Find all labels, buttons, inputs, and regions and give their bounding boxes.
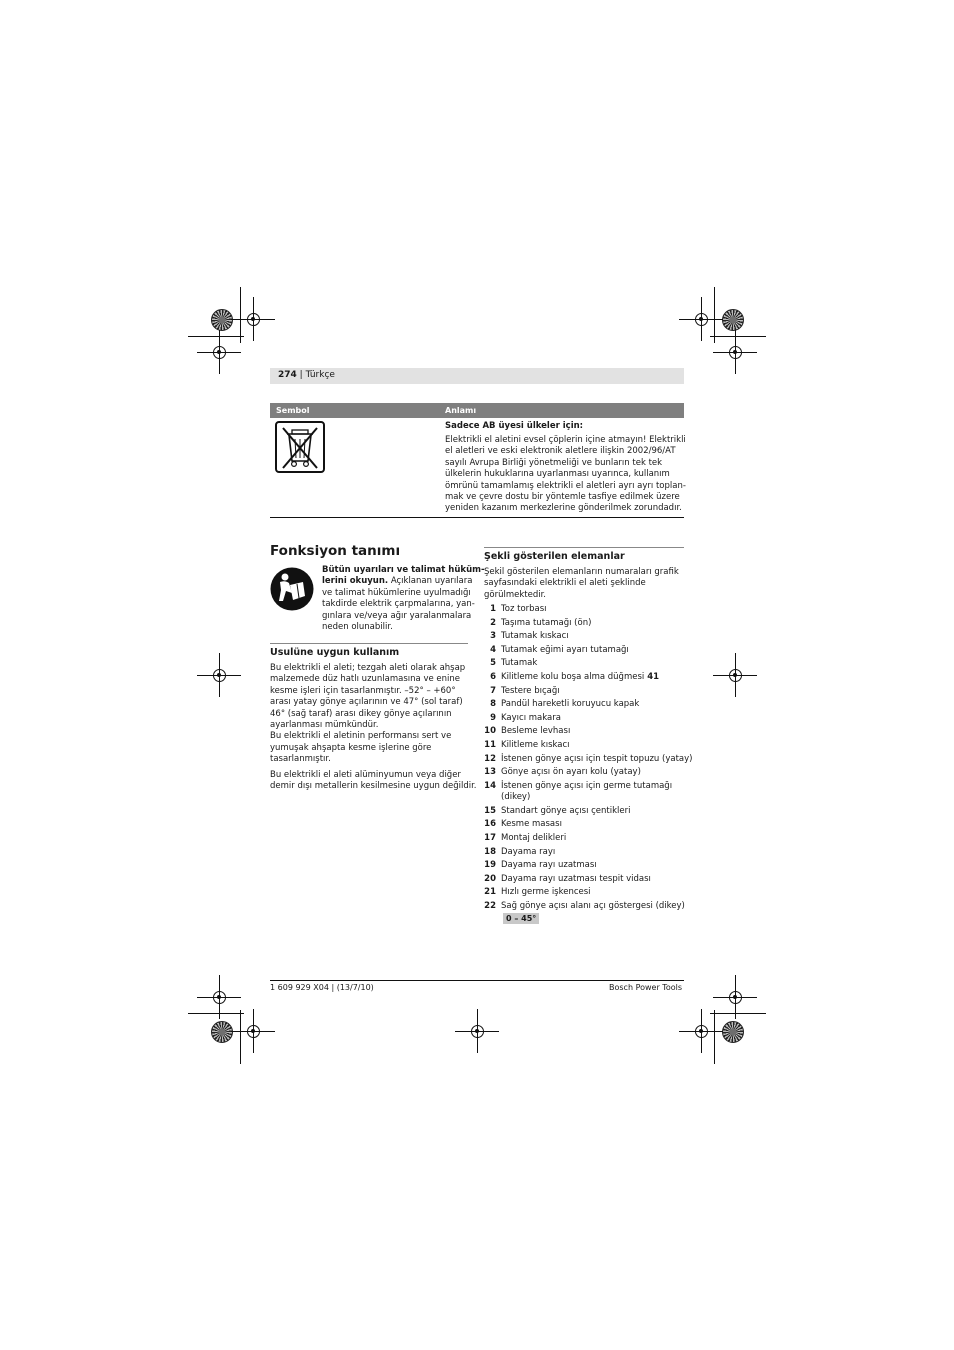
item-number: 13 xyxy=(484,767,496,778)
color-rosette-icon xyxy=(722,309,744,331)
item-number: 3 xyxy=(490,631,496,642)
item-number: 14 xyxy=(484,780,496,791)
footer-rule xyxy=(270,980,684,981)
column-header-symbol: Sembol xyxy=(276,406,310,415)
item-label: Toz torbası xyxy=(501,604,547,614)
list-item xyxy=(484,806,694,820)
intended-use-heading: Usulüne uygun kullanım xyxy=(270,647,400,658)
item-label: Sağ gönye açısı alanı açı göstergesi (dikey) xyxy=(501,900,685,911)
crossed-bin-icon xyxy=(275,421,325,473)
crop-line xyxy=(240,1010,241,1064)
footer-doc-number: 1 609 929 X04 | (13/7/10) xyxy=(270,983,374,992)
item-label: Kilitleme kolu boşa alma düğmesi 41 xyxy=(501,671,660,682)
footer-brand: Bosch Power Tools xyxy=(609,983,682,992)
list-item xyxy=(484,847,694,861)
item-label: Standart gönye açısı çentikleri xyxy=(501,805,631,816)
item-number: 5 xyxy=(490,658,496,669)
list-item xyxy=(484,604,694,618)
item-number: 20 xyxy=(484,873,496,884)
page-language: Türkçe xyxy=(305,370,335,380)
list-item xyxy=(484,754,694,768)
intended-use-text: Bu elektrikli el aleti; tezgah aleti olarak ahşap malzemede düz hatlı uzunlamasına ve enine kesme işleri için tasarlanmıştır. –52° – +60° arası yatay gönye açılarının ve 47° (sol taraf) 46° (sağ taraf) arası dikey gönye açılarının ayarlanması mümkündür. Bu elektrikli el aletinin performansı sert ve yumuşak ahşapta kesme işlerine göre tasarlanmıştır. Bu elektrikli el aleti alüminyumun veya diğer demir dışı metallerin kesilmesine uygun değildir. xyxy=(270,663,477,792)
section-rule xyxy=(484,547,684,548)
table-bottom-rule xyxy=(270,517,684,518)
item-number: 10 xyxy=(484,726,496,737)
list-item xyxy=(484,672,694,686)
item-number: 2 xyxy=(490,617,496,628)
color-rosette-icon xyxy=(722,1021,744,1043)
item-number: 11 xyxy=(484,739,496,750)
item-label: Dayama rayı uzatması tespit vidası xyxy=(501,873,651,884)
item-label: Dayama rayı uzatması xyxy=(501,860,597,871)
list-item xyxy=(484,631,694,645)
item-number: 22 xyxy=(484,900,496,911)
list-item xyxy=(484,686,694,700)
item-label: Tutamak xyxy=(501,658,538,669)
crop-line xyxy=(710,336,766,337)
crop-line xyxy=(714,287,715,343)
crop-line xyxy=(714,1010,715,1064)
list-item xyxy=(484,699,694,713)
components-heading: Şekli gösterilen elemanlar xyxy=(484,551,625,562)
item-label: Montaj delikleri xyxy=(501,832,567,843)
item-number: 6 xyxy=(490,671,496,682)
crop-line xyxy=(240,287,241,343)
components-intro: Şekil gösterilen elemanların numaraları grafik sayfasındaki elektrikli el aleti şeklinde görülmektedir. xyxy=(484,567,679,600)
angle-badge: 0 – 45° xyxy=(503,913,539,924)
read-manual-icon xyxy=(270,567,314,611)
list-item xyxy=(484,833,694,847)
list-item xyxy=(484,819,694,833)
list-item xyxy=(484,713,694,727)
item-number: 9 xyxy=(490,712,496,723)
item-number: 12 xyxy=(484,753,496,764)
item-label: Dayama rayı xyxy=(501,846,556,857)
color-rosette-icon xyxy=(211,1021,233,1043)
symbol-table-header xyxy=(270,403,684,418)
list-item xyxy=(484,874,694,888)
crop-line xyxy=(188,1013,244,1014)
list-item xyxy=(484,618,694,632)
page-header: 274 | Türkçe xyxy=(270,368,684,384)
item-label: Taşıma tutamağı (ön) xyxy=(501,617,592,628)
components-list xyxy=(484,604,694,914)
list-item xyxy=(484,887,694,901)
item-number: 19 xyxy=(484,860,496,871)
section-title: Fonksiyon tanımı xyxy=(270,543,401,559)
item-number: 18 xyxy=(484,846,496,857)
symbol-row-title: Sadece AB üyesi ülkeler için: xyxy=(445,421,584,431)
item-label: Tutamak eğimi ayarı tutamağı xyxy=(501,644,629,655)
item-label: Besleme levhası xyxy=(501,726,571,737)
item-reference-number: 41 xyxy=(644,671,660,682)
item-label: İstenen gönye açısı için germe tutamağı (dikey) xyxy=(501,780,673,803)
list-item xyxy=(484,860,694,874)
item-number: 17 xyxy=(484,832,496,843)
page-number: 274 xyxy=(278,370,297,380)
item-label: İstenen gönye açısı için tespit topuzu (yatay) xyxy=(501,753,693,764)
crop-line xyxy=(188,336,244,337)
item-label: Gönye açısı ön ayarı kolu (yatay) xyxy=(501,767,641,778)
item-number: 4 xyxy=(490,644,496,655)
color-rosette-icon xyxy=(211,309,233,331)
list-item xyxy=(484,658,694,672)
item-label: Kilitleme kıskacı xyxy=(501,739,570,750)
list-item xyxy=(484,740,694,754)
column-header-meaning: Anlamı xyxy=(445,406,477,415)
warning-text: Bütün uyarıları ve talimat hüküm- lerini okuyun. Açıklanan uyarılara ve talimat hükümlerine uyulmadığı takdirde elektrik çarpmalarına, yan- gınlara ve/veya ağır yaralanmalara neden olunabilir. xyxy=(322,565,485,633)
list-item xyxy=(484,726,694,740)
item-label: Hızlı germe işkencesi xyxy=(501,887,591,898)
list-item xyxy=(484,781,694,806)
item-number: 7 xyxy=(490,685,496,696)
item-number: 1 xyxy=(490,604,496,614)
item-label: Testere bıçağı xyxy=(501,685,560,696)
item-number: 21 xyxy=(484,887,496,898)
item-number: 15 xyxy=(484,805,496,816)
item-number: 8 xyxy=(490,699,496,710)
item-label: Kayıcı makara xyxy=(501,712,561,723)
list-item xyxy=(484,645,694,659)
section-rule xyxy=(270,643,468,644)
list-item xyxy=(484,767,694,781)
item-label: Tutamak kıskacı xyxy=(501,631,569,642)
item-number: 16 xyxy=(484,819,496,830)
item-label: Kesme masası xyxy=(501,819,562,830)
crop-line xyxy=(710,1013,766,1014)
item-label: Pandül hareketli koruyucu kapak xyxy=(501,699,640,710)
symbol-row-text: Elektrikli el aletini evsel çöplerin içine atmayın! Elektrikli el aletleri ve eski elektronik aletlere ilişkin 2002/96/AT sayılı Avrupa Birliği yönetmeliği ve bunların tek tek ülkelerin hukuklarına uyarlanması uyarınca, kullanım ömrünü tamamlamış elektrikli el aletleri ayrı ayrı toplan- mak ve çevre dostu bir yöntemle tasfiye edilmek üzere yeniden kazanım merkezlerine gönderilmek zorundadır. xyxy=(445,435,686,514)
